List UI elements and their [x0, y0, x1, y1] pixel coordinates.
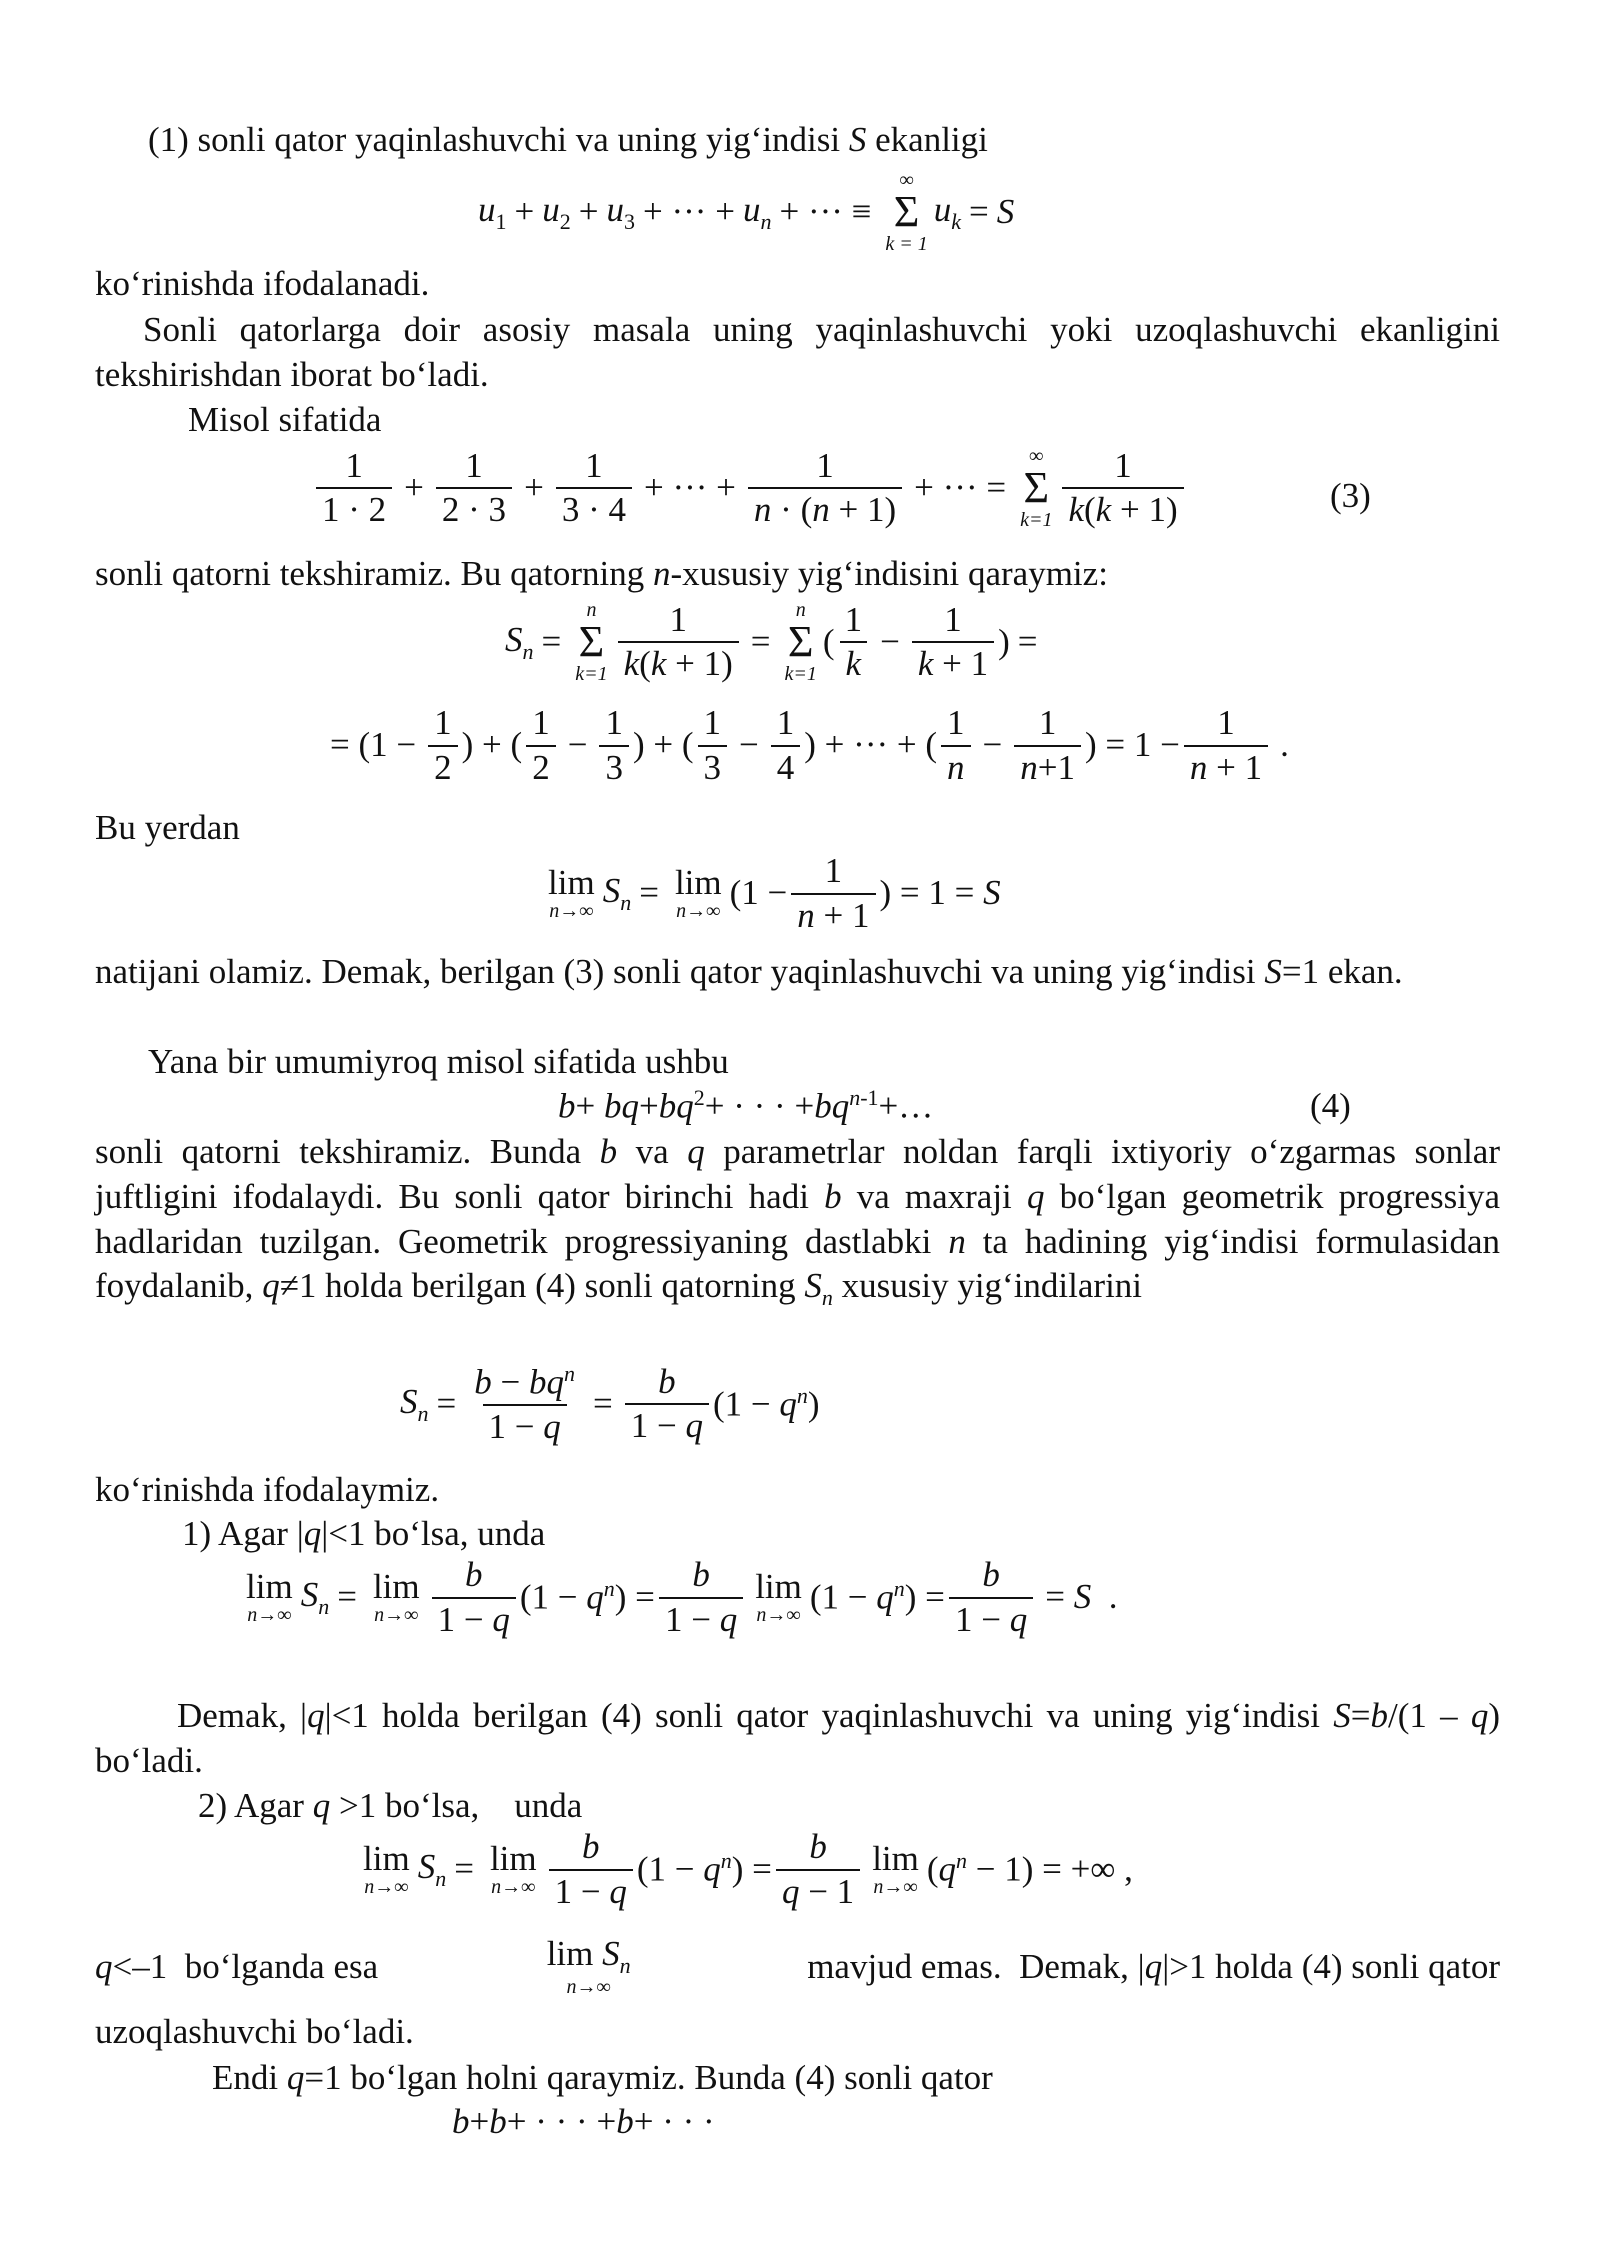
paragraph-geometric-progression: sonli qatorni tekshiramiz. Bunda b va q parametrlar noldan farqli ixtiyoriy o‘zgarmas sonlar juftligini ifodalaydi. Bu sonli qator birinchi hadi b va maxraji q bo‘lgan geometrik progressiya hadlaridan tuzilgan. Geometrik progressiyaning dastlabki n ta hadining yig‘indisi formulasidan foydalanib, q≠1 holda berilgan (4) sonli qatorning $S_n$ xususiy yig‘indilarini: [95, 1132, 1501, 1311]
equation-case-2-limit: lim n→∞ $S_n$ = lim n→∞ $\frac{b}{1 - q}$ $(1 - q^n)$ = $\frac{b}{q - 1}$ lim n→∞ $(q^n - 1)$ = +∞ ,: [363, 1827, 1133, 1911]
paragraph-general-example: Yana bir umumiyroq misol sifatida ushbu: [148, 1042, 729, 1081]
paragraph-case-1-conclusion: Demak, |q|<1 holda berilgan (4) sonli qator yaqinlashuvchi va uning yig‘indisi S=b/(1 – q) bo‘ladi.: [95, 1696, 1500, 1780]
paragraph-examine-series: sonli qatorni tekshiramiz. Bu qatorning n-xususiy yig‘indisini qaraymiz:: [95, 554, 1108, 593]
paragraph-intro: (1) sonli qator yaqinlashuvchi va uning yig‘indisi S ekanligi: [148, 120, 988, 159]
equation-4-geometric-series: $b+ bq+bq^2+$ · · · $+bq^{n-1}+\dots$: [558, 1085, 934, 1126]
paragraph-result-convergent: natijani olamiz. Demak, berilgan (3) sonli qator yaqinlashuvchi va uning yig‘indisi S=1 ekan.: [95, 952, 1403, 991]
equation-4-number: (4): [1310, 1086, 1351, 1125]
equation-3-series: $\frac{1}{1 \cdot 2}$ + $\frac{1}{2 \cdot 3}$ + $\frac{1}{3 \cdot 4}$ + ··· + $\frac{1}{n \cdot (n + 1)}$ + ··· = ∞ Σ k=1 $\frac{1}{k(k + 1)}$: [312, 446, 1188, 530]
equation-3-number: (3): [1330, 476, 1371, 515]
paragraph-expressed-2: ko‘rinishda ifodalaymiz.: [95, 1470, 440, 1509]
equation-partial-sum-line1: $S_n$ = n Σ k=1 $\frac{1}{k(k + 1)}$ = n Σ k=1 ( $\frac{1}{k}$ − $\frac{1}{k + 1}$ ) =: [505, 599, 1038, 685]
paragraph-case-2: 2) Agar q >1 bo‘lsa, unda: [198, 1786, 583, 1825]
paragraph-main-problem: Sonli qatorlarga doir asosiy masala uning yaqinlashuvchi yoki uzoqlashuvchi ekanligini tekshirishdan iborat bo‘ladi.: [95, 310, 1500, 394]
equation-partial-sum-line2: = (1 − $\frac{1}{2}$ ) + ( $\frac{1}{2}$ − $\frac{1}{3}$ ) + ( $\frac{1}{3}$ − $\frac{1}{4}$ ) + ··· + ( $\frac{1}{n}$ − $\frac{1}{n+1}$ ) = 1 − $\frac{1}{n + 1}$ .: [330, 703, 1289, 787]
equation-case-1-limit: lim n→∞ $S_n$ = lim n→∞ $\frac{b}{1 - q}$ $(1 - q^n)$ = $\frac{b}{1 - q}$ lim n→∞ $(1 - q^n)$ = $\frac{b}{1 - q}$ = S .: [246, 1555, 1118, 1639]
paragraph-expressed: ko‘rinishda ifodalanadi.: [95, 264, 430, 303]
equation-constant-series: b+b+ · · · +b+ · · ·: [452, 2102, 715, 2141]
paragraph-divergent: uzoqlashuvchi bo‘ladi.: [95, 2012, 414, 2051]
paragraph-example-intro: Misol sifatida: [188, 400, 382, 439]
paragraph-from-here: Bu yerdan: [95, 808, 240, 847]
equation-limit-partial-sum: lim n→∞ $S_n$ = lim n→∞ (1 − $\frac{1}{n + 1}$ ) = 1 = S: [548, 851, 1001, 935]
paragraph-case-q1: Endi q=1 bo‘lgan holni qaraymiz. Bunda (4) sonli qator: [212, 2058, 993, 2097]
paragraph-case-negative-tail: mavjud emas. Demak, |q|>1 holda (4) sonli qator: [807, 1946, 1500, 1986]
equation-geometric-partial-sum: $S_n$ = $\frac{b - bq^n}{1 - q}$ = $\frac{b}{1 - q}$ $(1 - q^n)$: [400, 1361, 820, 1447]
paragraph-case-1: 1) Agar |q|<1 bo‘lsa, unda: [182, 1514, 546, 1553]
paragraph-case-negative: q<–1 bo‘lganda esa $\lim S_n$ n→∞ mavjud emas. Demak, |q|>1 holda (4) sonli qator: [95, 1934, 1500, 1999]
equation-series-sum: $u_1$ + $u_2$ + $u_3$ + ··· + $u_n$ + ··· ≡ ∞ Σ k = 1 $u_k$ = S: [478, 169, 1015, 255]
